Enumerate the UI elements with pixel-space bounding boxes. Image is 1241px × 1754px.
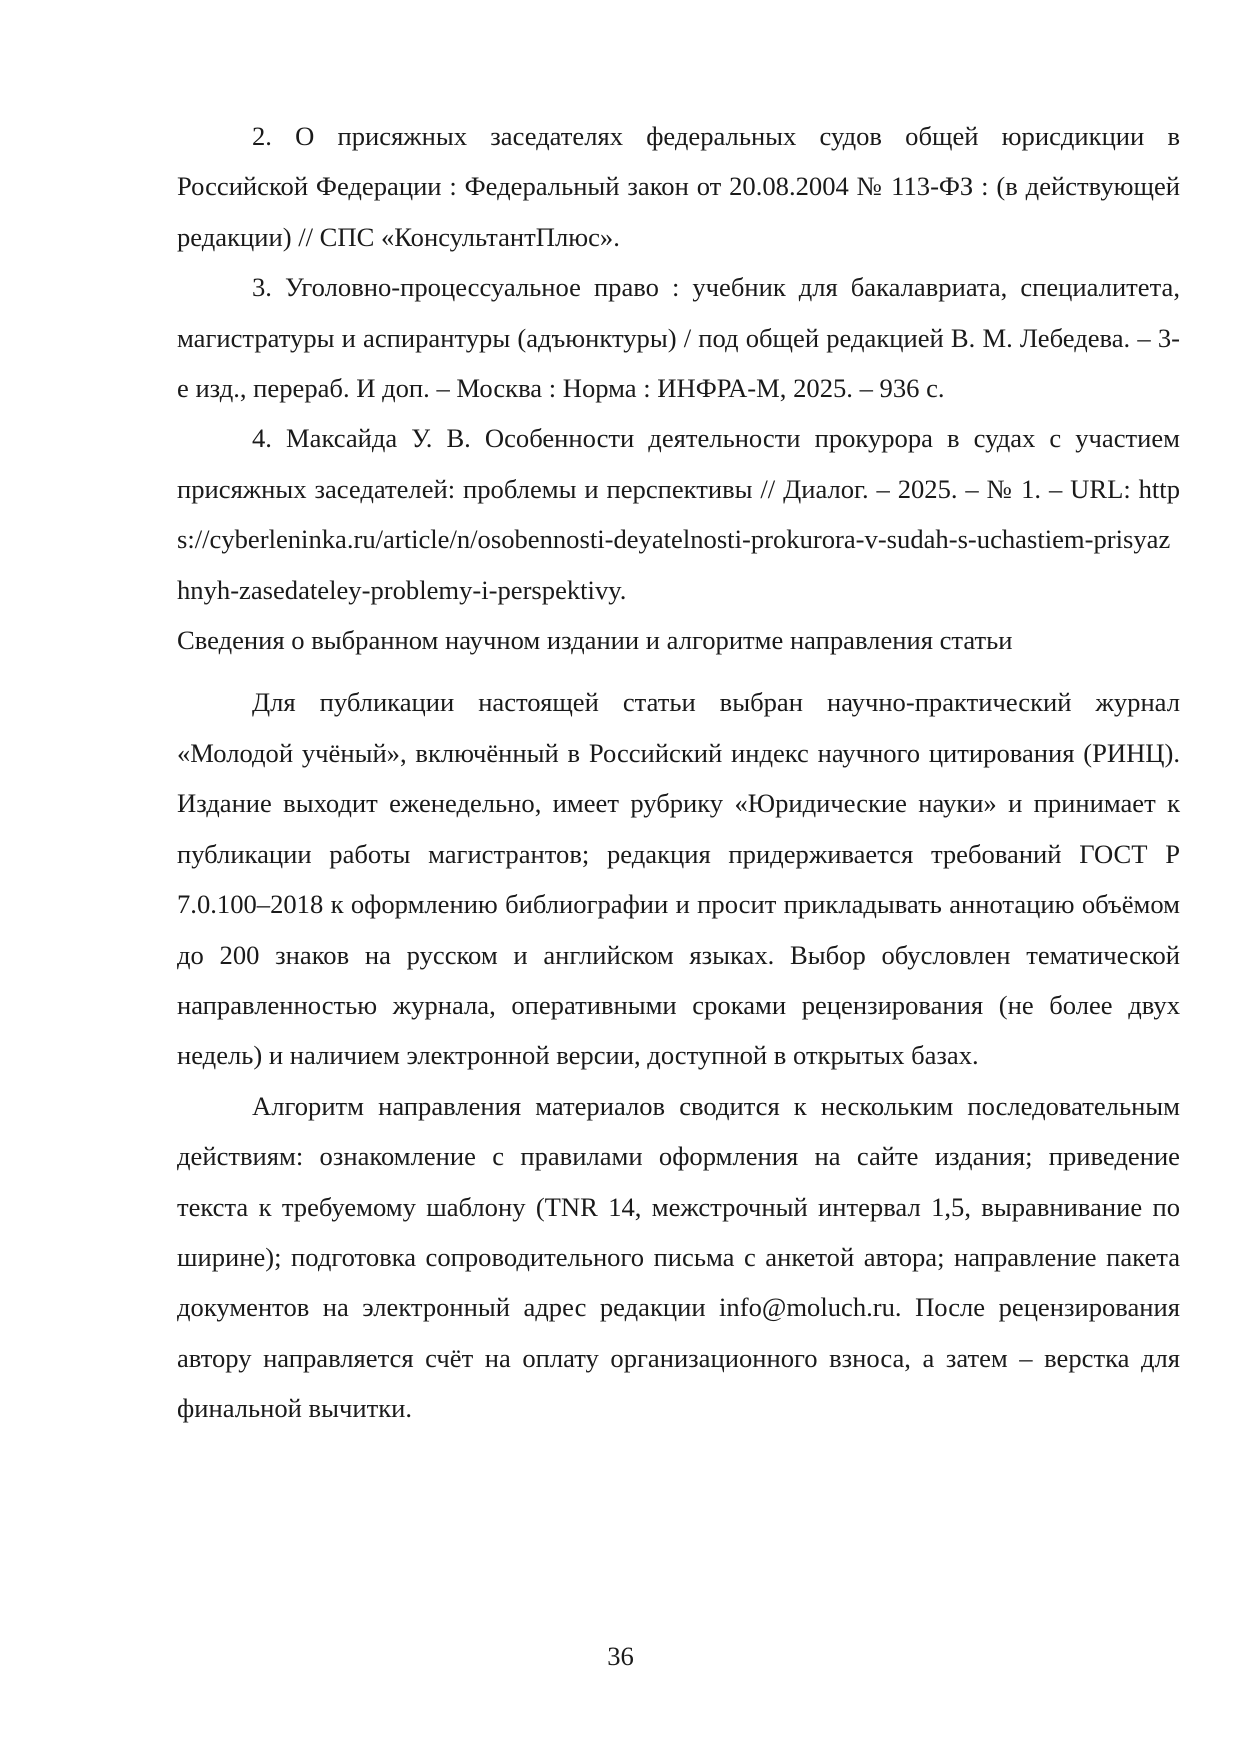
reference-item-4-text: 4. Максайда У. В. Особенности деятельности прокурора в судах с участием присяжных заседателей: проблемы и перспективы // Диалог. – 2025. – № 1. – URL: [177,423,1180,504]
section-heading: Сведения о выбранном научном издании и алгоритме направления статьи [177,625,1013,656]
page-number: 36 [607,1641,634,1671]
reference-item-3: 3. Уголовно-процессуальное право : учебник для бакалавриата, специалитета, магистратуры и аспирантуры (адъюнктуры) / под общей редакцией В. М. Лебедева. – 3-е изд., перераб. И доп. – Москва : Норма : ИНФРА-М, 2025. – 936 с. [177,272,1180,404]
body-paragraph-algorithm: Алгоритм направления материалов сводится к нескольким последовательным действиям: ознакомление с правилами оформления на сайте издания; приведение текста к требуемому шаблону (TNR 14, межстрочный интервал 1,5, выравнивание по ширине); подготовка сопроводительного письма с анкетой автора; направление пакета документов на электронный адрес редакции info@moluch.ru. После рецензирования автору направляется счёт на оплату организационного взноса, а затем – верстка для финальной вычитки. [177,1090,1180,1424]
heading-spacer [177,665,1180,677]
reference-item-4 [177,413,1180,615]
reference-item-2: 2. О присяжных заседателях федеральных судов общей юрисдикции в Российской Федерации : Федеральный закон от 20.08.2004 № 113-ФЗ : (в действующей редакции) // СПС «КонсультантПлюс». [177,121,1180,252]
reference-url-link[interactable]: https://cyberleninka.ru/article/n/osobennosti-deyatelnosti-prokurora-v-sudah-s-uchastiem-prisyazhnyh-zasedateley-problemy-i-perspektivy. [177,473,1180,605]
page-content [177,111,1180,1434]
body-paragraph-journal: Для публикации настоящей статьи выбран научно-практический журнал «Молодой учёный», включённый в Российский индекс научного цитирования (РИНЦ). Издание выходит еженедельно, имеет рубрику «Юридические науки» и принимает к публикации работы магистрантов; редакция придерживается требований ГОСТ Р 7.0.100–2018 к оформлению библиографии и просит прикладывать аннотацию объёмом до 200 знаков на русском и английском языках. Выбор обусловлен тематической направленностью журнала, оперативными сроками рецензирования (не более двух недель) и наличием электронной версии, доступной в открытых базах. [177,687,1180,1071]
